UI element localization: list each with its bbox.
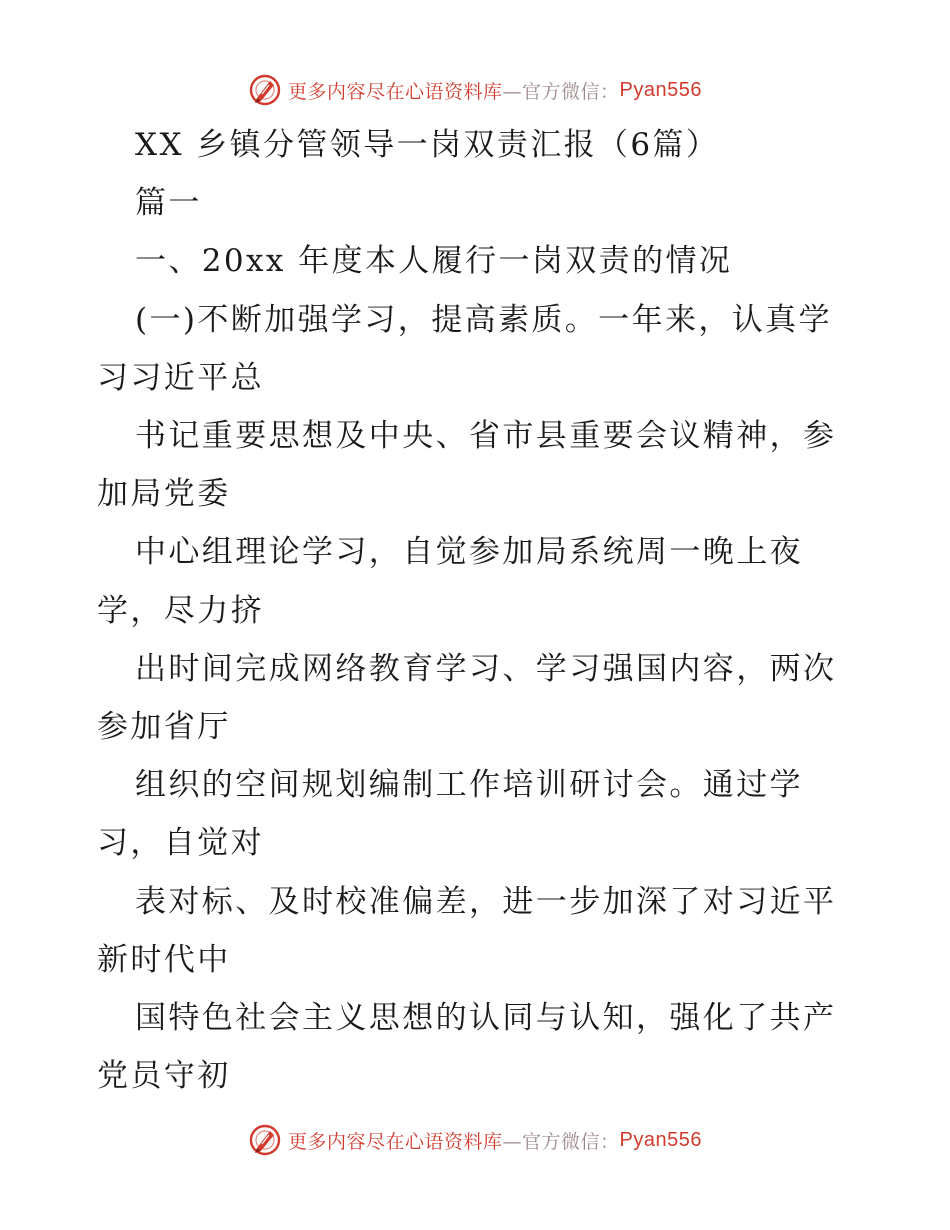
- subsection-heading: 一、20xx 年度本人履行一岗双责的情况: [135, 243, 733, 280]
- paragraph-line: (一)不断加强学习，提高素质。一年来，认真学: [135, 301, 832, 338]
- paragraph-line: 党员守初: [97, 1058, 231, 1095]
- pen-nib-circle-icon: [248, 1123, 282, 1157]
- pen-nib-circle-icon: [248, 73, 282, 107]
- watermark-text: 更多内容尽在心语资料库: [288, 80, 503, 103]
- paragraph-line: 习，自觉对: [97, 825, 264, 862]
- paragraph-line: 中心组理论学习，自觉参加局系统周一晚上夜: [135, 534, 803, 571]
- paragraph-line: 加局党委: [97, 476, 231, 513]
- paragraph-line: 习习近平总: [97, 359, 264, 396]
- watermark-separator: —官方微信：: [502, 80, 620, 103]
- paragraph-line: 参加省厅: [97, 709, 231, 746]
- paragraph-line: 组织的空间规划编制工作培训研讨会。通过学: [135, 767, 803, 804]
- paragraph-line: 表对标、及时校准偏差，进一步加深了对习近平: [135, 883, 837, 920]
- paragraph-line: 国特色社会主义思想的认同与认知，强化了共产: [135, 1000, 837, 1037]
- watermark-separator: —官方微信：: [502, 1130, 620, 1153]
- watermark-wechat-id: Pyan556: [619, 78, 702, 101]
- footer-watermark: [0, 1118, 950, 1162]
- section-heading: 篇一: [135, 185, 202, 222]
- paragraph-line: 新时代中: [97, 941, 231, 978]
- paragraph-line: 书记重要思想及中央、省市县重要会议精神，参: [135, 418, 837, 455]
- watermark-wechat-id: Pyan556: [619, 1128, 702, 1151]
- paragraph-line: 出时间完成网络教育学习、学习强国内容，两次: [135, 650, 837, 687]
- document-body: [97, 116, 857, 1105]
- watermark-text: 更多内容尽在心语资料库: [288, 1130, 503, 1153]
- header-watermark: [0, 68, 950, 112]
- document-title: XX 乡镇分管领导一岗双责汇报（6篇）: [135, 127, 720, 163]
- paragraph-line: 学，尽力挤: [97, 592, 264, 629]
